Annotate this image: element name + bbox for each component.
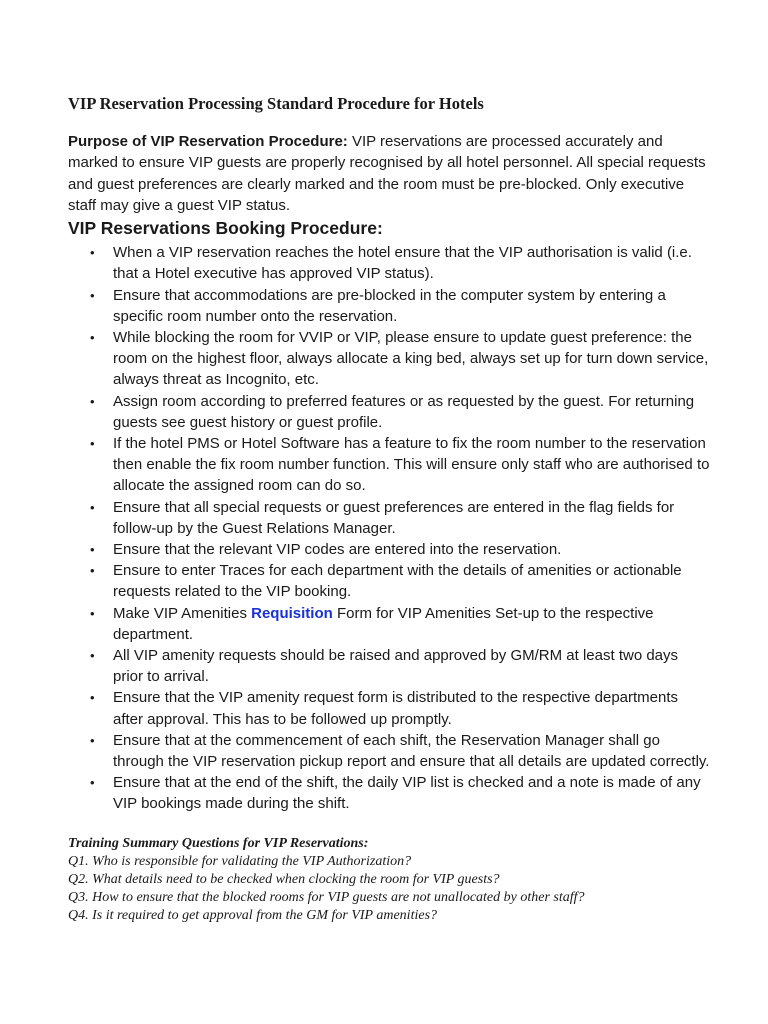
step-text: Assign room according to preferred features or as requested by the guest. For returning guests see guest history or guest profile.	[113, 392, 695, 431]
bullet-icon: •	[90, 732, 95, 748]
list-item	[90, 242, 712, 284]
list-item	[90, 772, 712, 814]
booking-procedure-heading: VIP Reservations Booking Procedure:	[68, 218, 383, 239]
bullet-icon: •	[90, 690, 95, 706]
step-text-before: Make VIP Amenities	[113, 604, 252, 622]
bullet-icon: •	[90, 542, 95, 558]
bullet-icon: •	[90, 245, 95, 261]
bullet-icon: •	[90, 330, 95, 345]
step-text: While blocking the room for VVIP or VIP, please ensure to update guest preference: the room on the highest floor, always allocate a king bed, always set up for turn down service, always threat as Incognito, etc.	[113, 329, 709, 389]
purpose-paragraph	[68, 131, 712, 216]
list-item	[90, 560, 712, 602]
bullet-icon: •	[90, 393, 95, 409]
training-question: Q4. Is it required to get approval from the GM for VIP amenities?	[68, 907, 438, 923]
list-item	[90, 327, 712, 391]
list-item	[90, 730, 712, 772]
booking-steps-list	[68, 242, 712, 814]
bullet-icon: •	[90, 563, 95, 579]
list-item	[90, 391, 712, 433]
document-title: VIP Reservation Processing Standard Procedure for Hotels	[68, 94, 484, 113]
training-question: Q3. How to ensure that the blocked rooms for VIP guests are not unallocated by other staff?	[68, 889, 585, 905]
step-text: Ensure that all special requests or guest preferences are entered in the flag fields for follow-up by the Guest Relations Manager.	[113, 498, 675, 537]
step-text: If the hotel PMS or Hotel Software has a feature to fix the room number to the reservation then enable the fix room number function. This will ensure only staff who are authorised to allocate the assigned room can do so.	[113, 435, 710, 495]
step-text: Ensure that accommodations are pre-blocked in the computer system by entering a specific room number onto the reservation.	[113, 286, 666, 325]
bullet-icon: •	[90, 436, 95, 452]
bullet-icon: •	[90, 287, 95, 303]
step-text: All VIP amenity requests should be raised and approved by GM/RM at least two days prior to arrival.	[113, 647, 679, 686]
training-heading: Training Summary Questions for VIP Reservations:	[68, 835, 369, 851]
step-text: Ensure that the relevant VIP codes are entered into the reservation.	[113, 541, 562, 559]
step-text: When a VIP reservation reaches the hotel ensure that the VIP authorisation is valid (i.e. that a Hotel executive has approved VIP status).	[113, 244, 692, 283]
step-text: Ensure that the VIP amenity request form is distributed to the respective departments after approval. This has to be followed up promptly.	[113, 689, 679, 728]
step-text: Ensure that at the commencement of each shift, the Reservation Manager shall go through the VIP reservation pickup report and ensure that all details are updated correctly.	[113, 731, 710, 771]
purpose-label: Purpose of VIP Reservation Procedure:	[68, 133, 348, 150]
list-item	[90, 539, 712, 560]
training-question: Q1. Who is responsible for validating the VIP Authorization?	[68, 853, 412, 869]
step-text: Ensure to enter Traces for each department with the details of amenities or actionable requests related to the VIP booking.	[113, 562, 682, 601]
requisition-link[interactable]: Requisition	[251, 604, 333, 622]
purpose-text: VIP reservations are processed accurately and marked to ensure VIP guests are properly recognised by all hotel personnel. All special requests and guest preferences are clearly marked and the room must be pre-blocked. Only executive staff may give a guest VIP status.	[68, 133, 706, 214]
list-item	[90, 687, 712, 729]
bullet-icon: •	[90, 605, 95, 621]
list-item	[90, 433, 712, 497]
bullet-icon: •	[90, 648, 95, 664]
bullet-icon: •	[90, 775, 95, 791]
list-item	[90, 603, 712, 645]
step-text: Ensure that at the end of the shift, the daily VIP list is checked and a note is made of any VIP bookings made during the shift.	[113, 774, 701, 813]
bullet-icon: •	[90, 499, 95, 515]
training-summary	[68, 835, 712, 925]
list-item	[90, 285, 712, 327]
list-item	[90, 497, 712, 539]
training-question: Q2. What details need to be checked when clocking the room for VIP guests?	[68, 871, 500, 887]
list-item	[90, 645, 712, 687]
step-text-after: Form for VIP Amenities Set-up to the respective department.	[113, 604, 654, 643]
